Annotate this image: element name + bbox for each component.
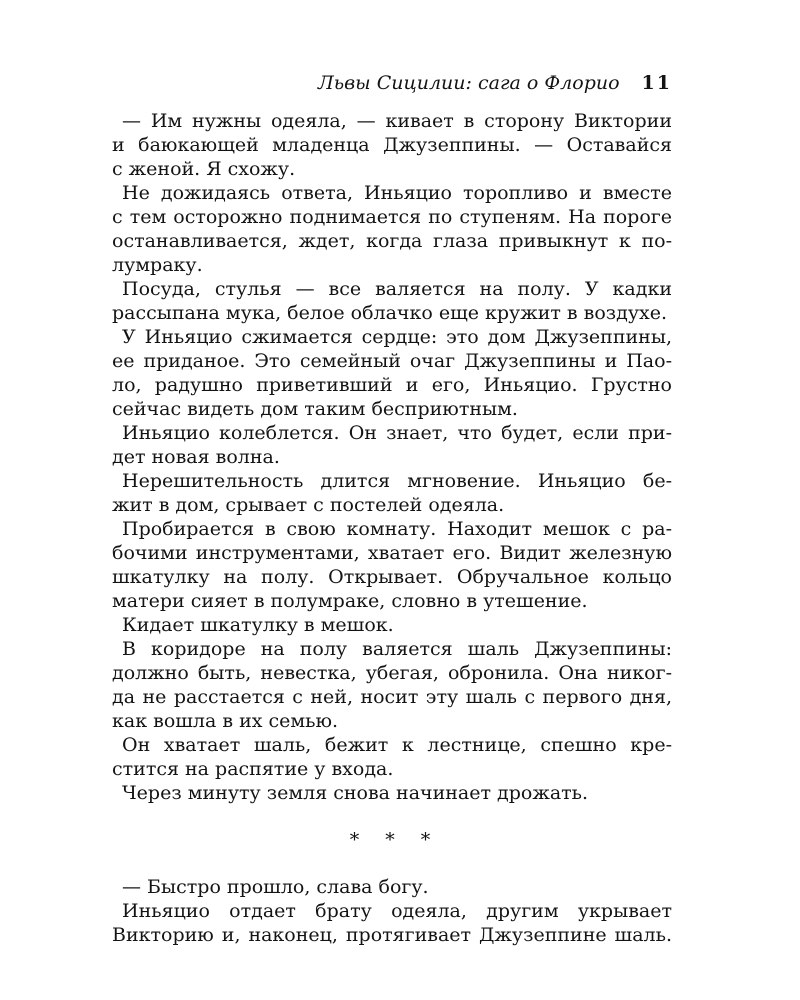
text-line: Посуда, стулья — все валяется на полу. У кадки	[122, 278, 672, 300]
paragraph	[112, 875, 672, 899]
paragraph	[112, 181, 672, 277]
text-line: Кидает шкатулку в мешок.	[122, 614, 394, 636]
text-line: жит в дом, срывает с постелей одеяла.	[112, 494, 505, 516]
paragraph	[112, 781, 672, 805]
text-line: рассыпана мука, белое облачко еще кружит в воздухе.	[112, 302, 668, 324]
paragraph	[112, 613, 672, 637]
paragraph	[112, 109, 672, 181]
text-line: Иньяцио отдает брату одеяла, другим укрывает	[122, 900, 672, 922]
paragraph	[112, 733, 672, 781]
text-line: Не дожидаясь ответа, Иньяцио торопливо и вместе	[122, 182, 672, 204]
text-line: шкатулку на полу. Открывает. Обручальное кольцо	[112, 566, 672, 588]
text-line: сейчас видеть дом таким бесприютным.	[112, 398, 518, 420]
text-line: Нерешительность длится мгновение. Иньяцио бе-	[122, 470, 672, 492]
paragraph	[112, 637, 672, 733]
text-line: Он хватает шаль, бежит к лестнице, спешно кре-	[122, 734, 672, 756]
text-line: ее приданое. Это семейный очаг Джузеппины и Пао-	[112, 350, 672, 372]
paragraph	[112, 277, 672, 325]
text-line: матери сияет в полумраке, словно в утешение.	[112, 590, 588, 612]
running-head	[112, 70, 672, 96]
text-line: Иньяцио колеблется. Он знает, что будет, если при-	[122, 422, 672, 444]
paragraph	[112, 517, 672, 613]
text-section-before-separator	[112, 109, 672, 805]
text-line: должно быть, невестка, убегая, обронила. Она никог-	[112, 662, 672, 684]
text-line: да не расстается с ней, носит эту шаль с первого дня,	[112, 686, 672, 708]
text-line: У Иньяцио сжимается сердце: это дом Джузеппины,	[122, 326, 672, 348]
text-line: бочими инструментами, хватает его. Видит железную	[112, 542, 672, 564]
text-line: с тем осторожно поднимается по ступеням. На пороге	[112, 206, 672, 228]
text-line: ло, радушно приветивший и его, Иньяцио. Грустно	[112, 374, 672, 396]
text-section-after-separator	[112, 875, 672, 947]
text-line: Викторию и, наконец, протягивает Джузеппине шаль.	[112, 924, 672, 946]
text-line: как вошла в их семью.	[112, 710, 339, 732]
page-number: 11	[641, 72, 672, 94]
text-line: лумраку.	[112, 254, 203, 276]
text-line: В коридоре на полу валяется шаль Джузеппины:	[122, 638, 672, 660]
running-title: Львы Сицилии: сага о Флорио	[317, 72, 620, 94]
text-line: — Им нужны одеяла, — кивает в сторону Виктории	[122, 110, 672, 132]
paragraph	[112, 421, 672, 469]
section-separator: * * *	[349, 829, 441, 851]
paragraph	[112, 469, 672, 517]
text-line: — Быстро прошло, слава богу.	[122, 876, 429, 898]
text-line: стится на распятие у входа.	[112, 758, 394, 780]
body-text	[112, 109, 672, 947]
text-line: Пробирается в свою комнату. Находит мешок с ра-	[122, 518, 672, 540]
text-line: с женой. Я схожу.	[112, 158, 296, 180]
text-line: дет новая волна.	[112, 446, 280, 468]
text-line: останавливается, ждет, когда глаза привыкнут к по-	[112, 230, 672, 252]
paragraph	[112, 325, 672, 421]
text-line: Через минуту земля снова начинает дрожать.	[122, 782, 589, 804]
text-line: и баюкающей младенца Джузеппины. — Оставайся	[112, 134, 672, 156]
paragraph	[112, 899, 672, 947]
